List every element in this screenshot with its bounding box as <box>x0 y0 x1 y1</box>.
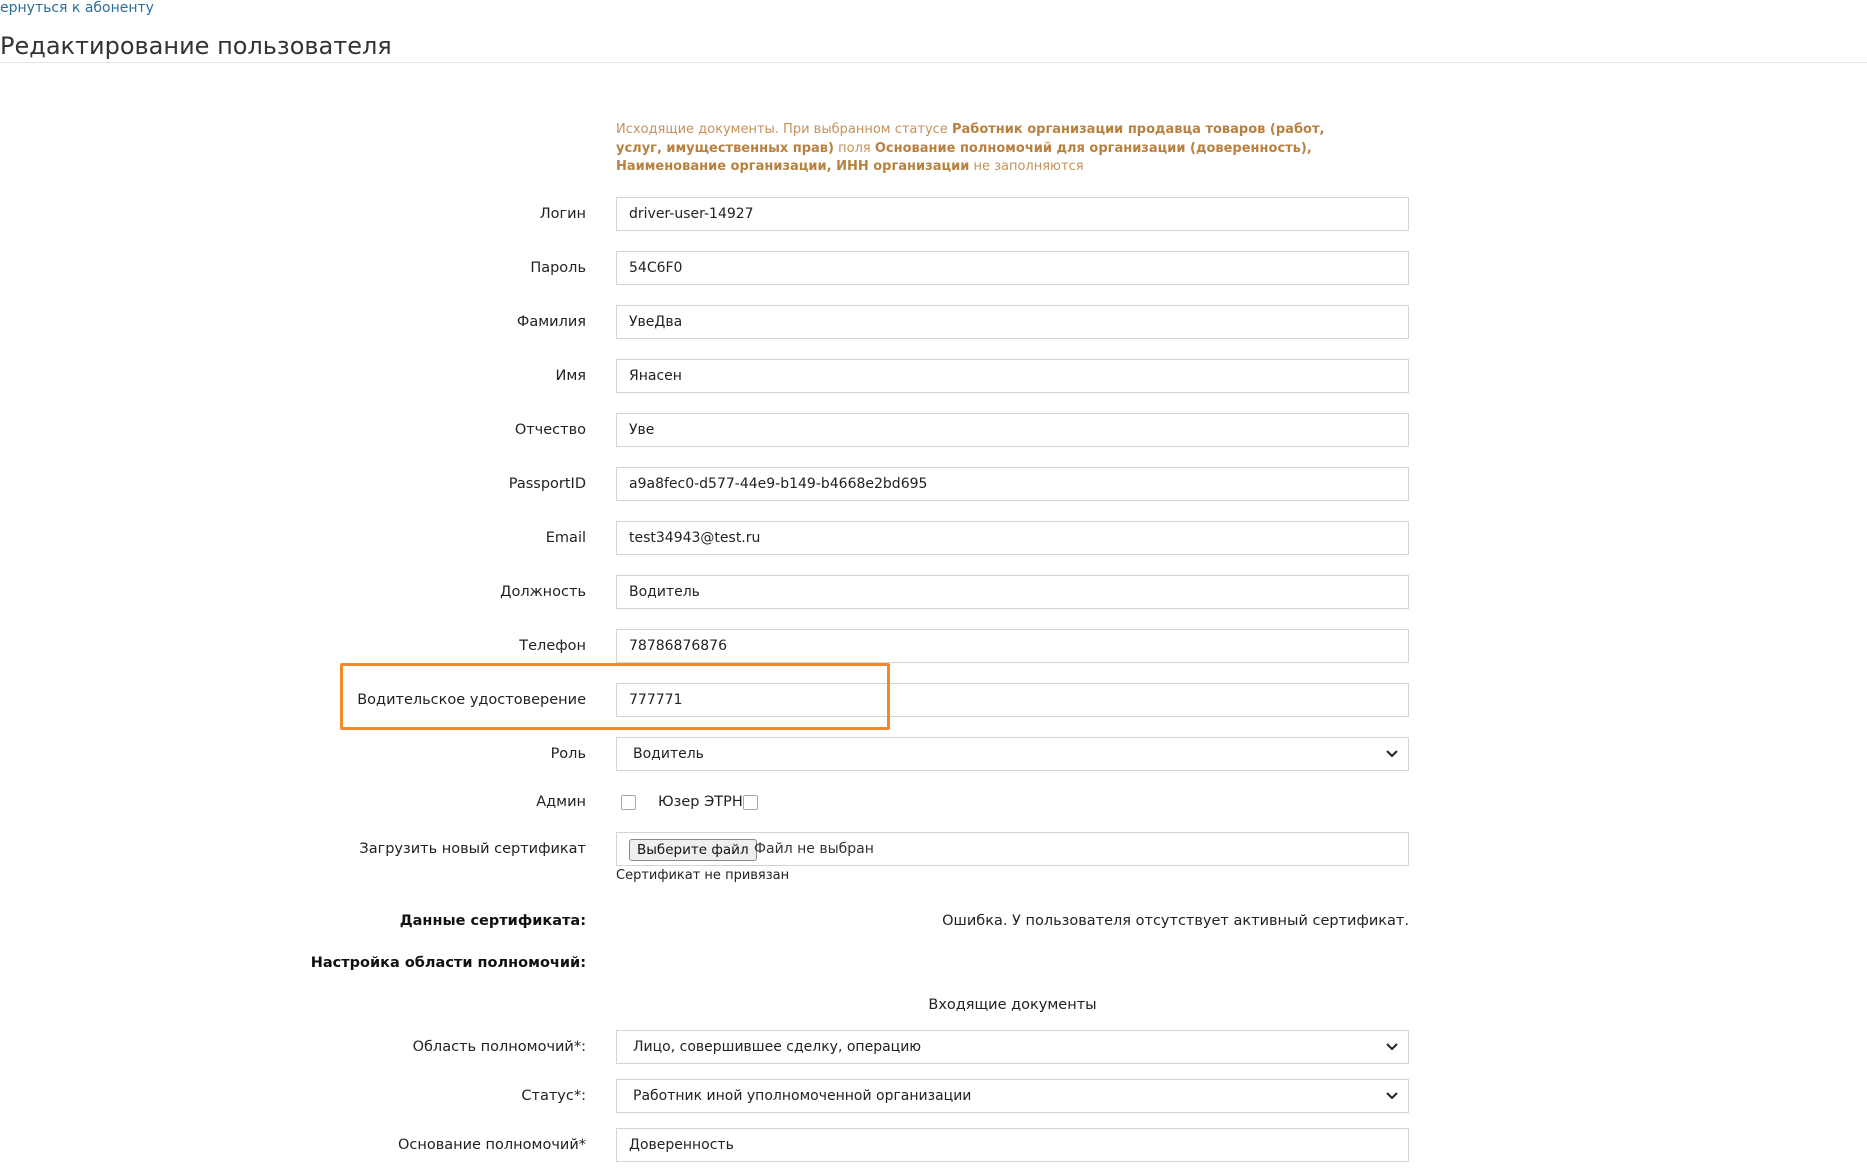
note-suffix: не заполняются <box>969 159 1084 174</box>
chevron-down-icon <box>1386 1031 1398 1063</box>
login-row <box>0 196 1867 232</box>
phone-label: Телефон <box>519 638 586 654</box>
note-status-name: Работник организации продавца товаров (работ, услуг, имущественных прав) <box>616 122 1325 156</box>
password-input[interactable] <box>616 251 1409 285</box>
middle-name-label: Отчество <box>514 422 586 438</box>
certificate-error-message: Ошибка. У пользователя отсутствует активный сертификат. <box>942 913 1409 929</box>
authority-scope-select[interactable] <box>616 1030 1409 1064</box>
authority-scope-selected-value: Лицо, совершившее сделку, операцию <box>633 1039 922 1055</box>
password-row <box>0 250 1867 286</box>
role-row <box>0 736 1867 772</box>
admin-row <box>0 784 1867 820</box>
login-label: Логин <box>539 206 586 222</box>
email-row <box>0 520 1867 556</box>
login-input[interactable] <box>616 197 1409 231</box>
title-divider <box>0 62 1867 63</box>
middle-name-row <box>0 412 1867 448</box>
role-selected-value: Водитель <box>633 746 704 762</box>
phone-input[interactable] <box>616 629 1409 663</box>
etrn-user-label: Юзер ЭТРН <box>658 794 743 810</box>
back-to-subscriber-link[interactable]: ернуться к абоненту <box>0 0 154 16</box>
etrn-user-checkbox[interactable] <box>743 795 758 810</box>
passport-id-row <box>0 466 1867 502</box>
chevron-down-icon <box>1386 738 1398 770</box>
incoming-documents-caption: Входящие документы <box>928 997 1097 1013</box>
page-title: Редактирование пользователя <box>0 32 392 60</box>
admin-checkbox[interactable] <box>621 795 636 810</box>
authority-status-row <box>0 1078 1867 1114</box>
admin-label: Админ <box>536 794 586 810</box>
email-label: Email <box>545 530 586 546</box>
certificate-file-input <box>616 832 1409 866</box>
note-prefix: Исходящие документы. При выбранном статусе <box>616 122 952 137</box>
certificate-data-label: Данные сертификата: <box>399 913 586 929</box>
note-fields: Основание полномочий для организации (доверенность), Наименование организации, ИНН организации <box>616 140 1312 174</box>
password-label: Пароль <box>530 260 586 276</box>
phone-row <box>0 628 1867 664</box>
certificate-upload-label: Загрузить новый сертификат <box>359 841 586 857</box>
choose-file-button[interactable]: Выберите файл <box>629 839 757 861</box>
authority-status-selected-value: Работник иной уполномоченной организации <box>633 1088 972 1104</box>
authority-scope-label: Область полномочий*: <box>412 1039 586 1055</box>
position-label: Должность <box>500 584 586 600</box>
certificate-not-linked-note: Сертификат не привязан <box>616 868 790 883</box>
authority-settings-label: Настройка области полномочий: <box>310 955 586 971</box>
authority-basis-row <box>0 1127 1867 1163</box>
position-row <box>0 574 1867 610</box>
last-name-row <box>0 304 1867 340</box>
role-select[interactable] <box>616 737 1409 771</box>
passport-id-input[interactable] <box>616 467 1409 501</box>
passport-id-label: PassportID <box>508 476 586 492</box>
driver-license-label: Водительское удостоверение <box>357 692 586 708</box>
position-input[interactable] <box>616 575 1409 609</box>
first-name-input[interactable] <box>616 359 1409 393</box>
chevron-down-icon <box>1386 1080 1398 1112</box>
last-name-label: Фамилия <box>516 314 586 330</box>
driver-license-row <box>0 682 1867 718</box>
email-input[interactable] <box>616 521 1409 555</box>
first-name-label: Имя <box>555 368 586 384</box>
authority-basis-label: Основание полномочий* <box>397 1137 586 1153</box>
authority-basis-input[interactable] <box>616 1128 1409 1162</box>
outgoing-documents-note <box>616 121 1336 177</box>
authority-status-select[interactable] <box>616 1079 1409 1113</box>
authority-scope-row <box>0 1029 1867 1065</box>
authority-status-label: Статус*: <box>521 1088 586 1104</box>
role-label: Роль <box>550 746 586 762</box>
driver-license-input[interactable] <box>616 683 1409 717</box>
middle-name-input[interactable] <box>616 413 1409 447</box>
note-middle: поля <box>833 140 875 156</box>
certificate-upload-row <box>0 831 1867 867</box>
first-name-row <box>0 358 1867 394</box>
last-name-input[interactable] <box>616 305 1409 339</box>
file-status-text: Файл не выбран <box>754 841 874 857</box>
